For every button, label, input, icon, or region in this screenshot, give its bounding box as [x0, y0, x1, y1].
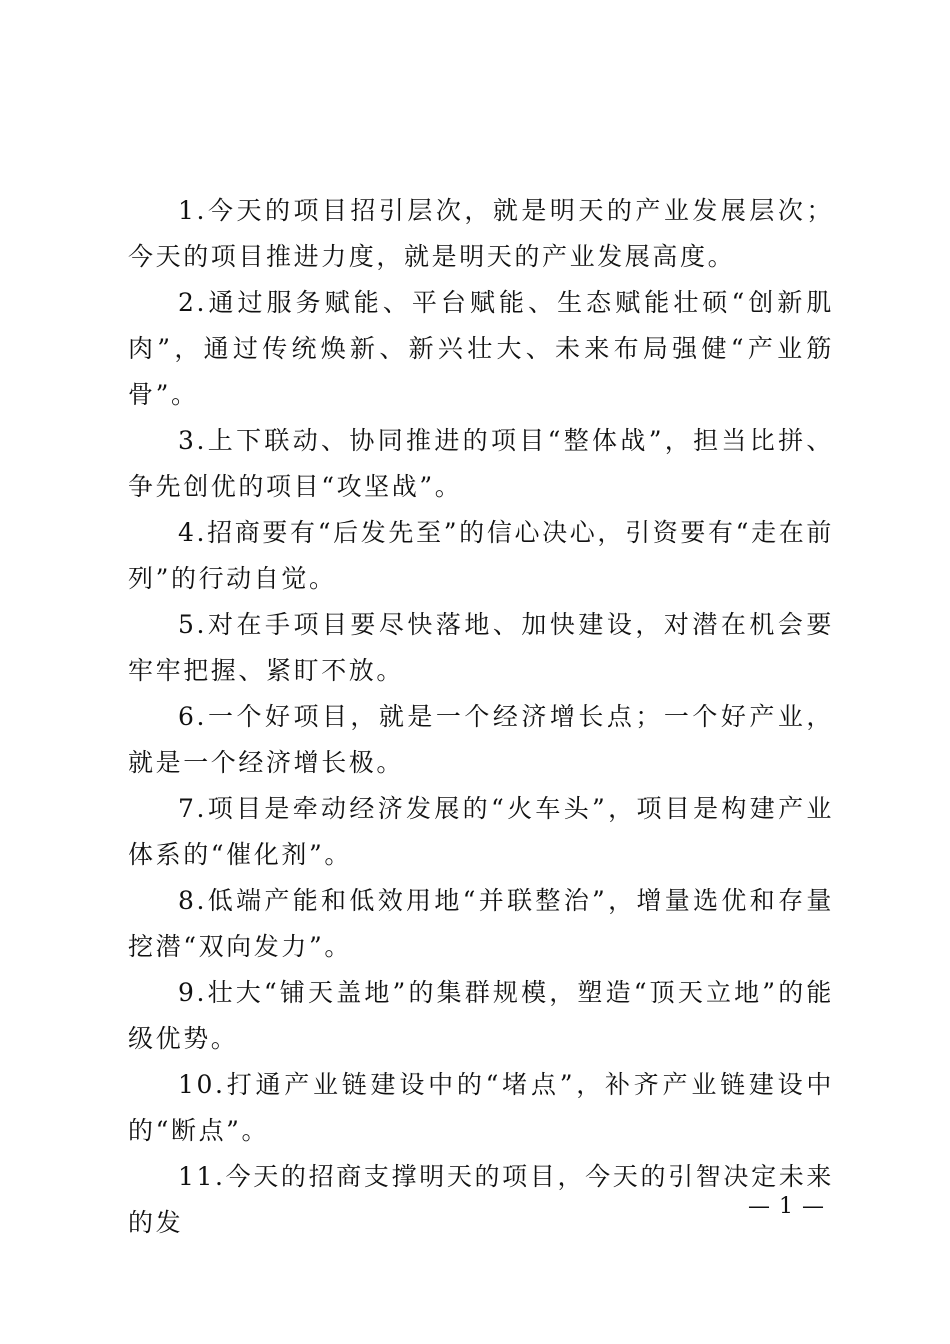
- paragraph-3: 3.上下联动、协同推进的项目“整体战”，担当比拼、争先创优的项目“攻坚战”。: [128, 426, 834, 501]
- paragraph-1: 1.今天的项目招引层次，就是明天的产业发展层次；今天的项目推进力度，就是明天的产业发展高度。: [128, 196, 834, 271]
- paragraph-5: 5.对在手项目要尽快落地、加快建设，对潜在机会要牢牢把握、紧盯不放。: [128, 610, 834, 685]
- paragraph-6: 6.一个好项目，就是一个经济增长点；一个好产业，就是一个经济增长极。: [128, 702, 834, 777]
- paragraph-7: 7.项目是牵动经济发展的“火车头”，项目是构建产业体系的“催化剂”。: [128, 794, 834, 869]
- document-body: [128, 188, 834, 1246]
- paragraph-10: 10.打通产业链建设中的“堵点”，补齐产业链建设中的“断点”。: [128, 1070, 834, 1145]
- page-number: — 1 —: [748, 1194, 825, 1219]
- paragraph-4: 4.招商要有“后发先至”的信心决心，引资要有“走在前列”的行动自觉。: [128, 518, 834, 593]
- paragraph-11: 11.今天的招商支撑明天的项目，今天的引智决定未来的发: [128, 1162, 834, 1237]
- paragraph-9: 9.壮大“铺天盖地”的集群规模，塑造“顶天立地”的能级优势。: [128, 978, 834, 1053]
- paragraph-8: 8.低端产能和低效用地“并联整治”，增量选优和存量挖潜“双向发力”。: [128, 886, 834, 961]
- paragraph-2: 2.通过服务赋能、平台赋能、生态赋能壮硕“创新肌肉”，通过传统焕新、新兴壮大、未来布局强健“产业筋骨”。: [128, 288, 834, 409]
